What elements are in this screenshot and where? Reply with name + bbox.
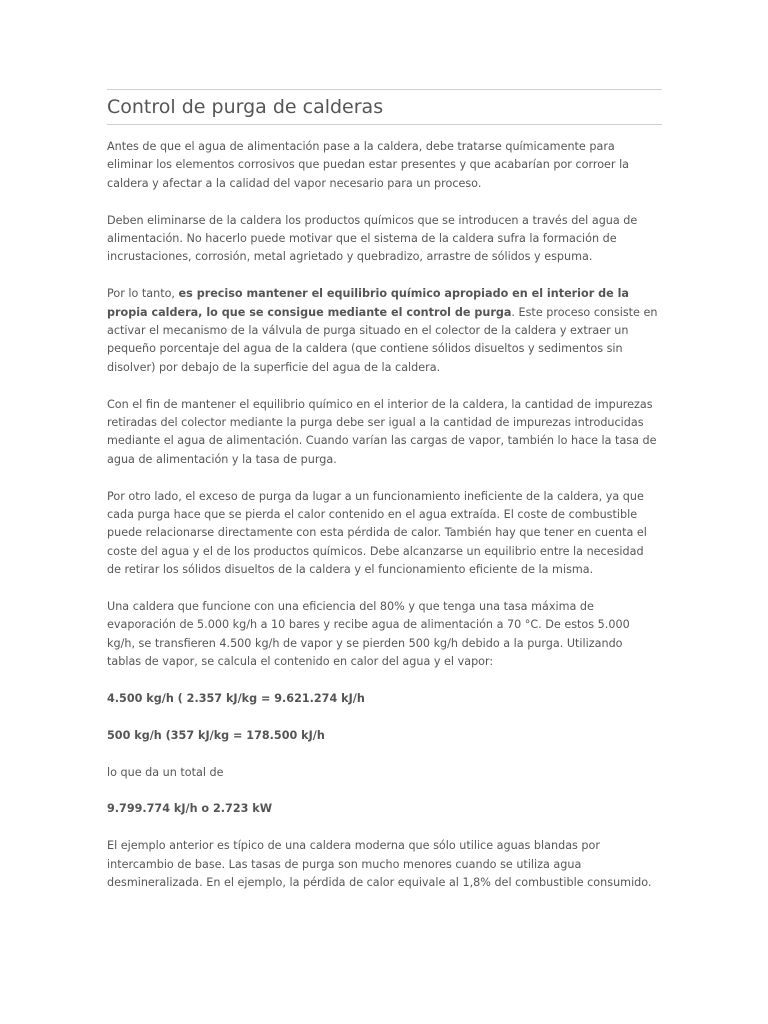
equation-steam — [107, 690, 660, 708]
paragraph-excess-purge: Por otro lado, el exceso de purga da lugar a un funcionamiento ineficiente de la caldera, ya que cada purga hace que se pierda el calor contenido en el agua extraída. El coste de combustible puede relacionarse directamente con esta pérdida de calor. También hay que tener en cuenta el coste del agua y el de los productos químicos. Debe alcanzarse un equilibrio entre la necesidad de retirar los sólidos disueltos de la caldera y el funcionamiento eficiente de la misma. — [107, 489, 647, 577]
paragraph-example: Una caldera que funcione con una eficiencia del 80% y que tenga una tasa máxima de evaporación de 5.000 kg/h a 10 bares y recibe agua de alimentación a 70 °C. De estos 5.000 kg/h, se transfieren 4.500 kg/h de vapor y se pierden 500 kg/h debido a la purga. Utilizando tablas de vapor, se calcula el contenido en calor del agua y el vapor: — [107, 600, 630, 669]
paragraph-conclusion: El ejemplo anterior es típico de una caldera moderna que sólo utilice aguas blandas por intercambio de base. Las tasas de purga son mucho menores cuando se utiliza agua desmineralizada. En el ejemplo, la pérdida de calor equivale al 1,8% del combustible consumido. — [107, 839, 652, 890]
top-divider — [107, 89, 662, 90]
paragraph-intro: Antes de que el agua de alimentación pase a la caldera, debe tratarse químicamente para eliminar los elementos corrosivos que puedan estar presentes y que acabarían por corroer la caldera y afectar a la calidad del vapor necesario para un proceso. — [107, 140, 630, 190]
equation-purge-text: 500 kg/h (357 kJ/kg = 178.500 kJ/h — [107, 728, 325, 742]
emphasis-text: es preciso mantener el equilibrio químico apropiado en el interior de la propia caldera, lo que se consigue mediante el control de purga — [107, 287, 629, 319]
paragraph-chemicals: Deben eliminarse de la caldera los productos químicos que se introducen a través del agua de alimentación. No hacerlo puede motivar que el sistema de la caldera sufra la formación de incrustaciones, corrosión, metal agrietado y quebradizo, arrastre de sólidos y espuma. — [107, 213, 638, 264]
paragraph-continuation: . Este proceso consiste en activar el mecanismo de la válvula de purga situado en el colector de la caldera y extraer un pequeño porcentaje del agua de la caldera (que contiene sólidos disueltos y sedimentos sin disolver) por debajo de la superficie del agua de la caldera. — [107, 305, 658, 374]
paragraph-total-intro: lo que da un total de — [107, 765, 224, 779]
paragraph-lead: Por lo tanto, — [107, 287, 179, 301]
title-divider — [107, 124, 662, 125]
equation-steam-text: 4.500 kg/h ( 2.357 kJ/kg = 9.621.274 kJ/h — [107, 692, 365, 706]
paragraph-purge-control — [107, 285, 660, 377]
equation-total-text: 9.799.774 kJ/h o 2.723 kW — [107, 802, 273, 816]
article-body — [107, 138, 660, 911]
equation-total — [107, 800, 660, 818]
paragraph-equilibrium: Con el fin de mantener el equilibrio químico en el interior de la caldera, la cantidad de impurezas retiradas del colector mediante la purga debe ser igual a la cantidad de impurezas introducidas mediante el agua de alimentación. Cuando varían las cargas de vapor, también lo hace la tasa de agua de alimentación y la tasa de purga. — [107, 397, 657, 466]
page-title: Control de purga de calderas — [107, 96, 384, 118]
equation-purge — [107, 727, 660, 745]
